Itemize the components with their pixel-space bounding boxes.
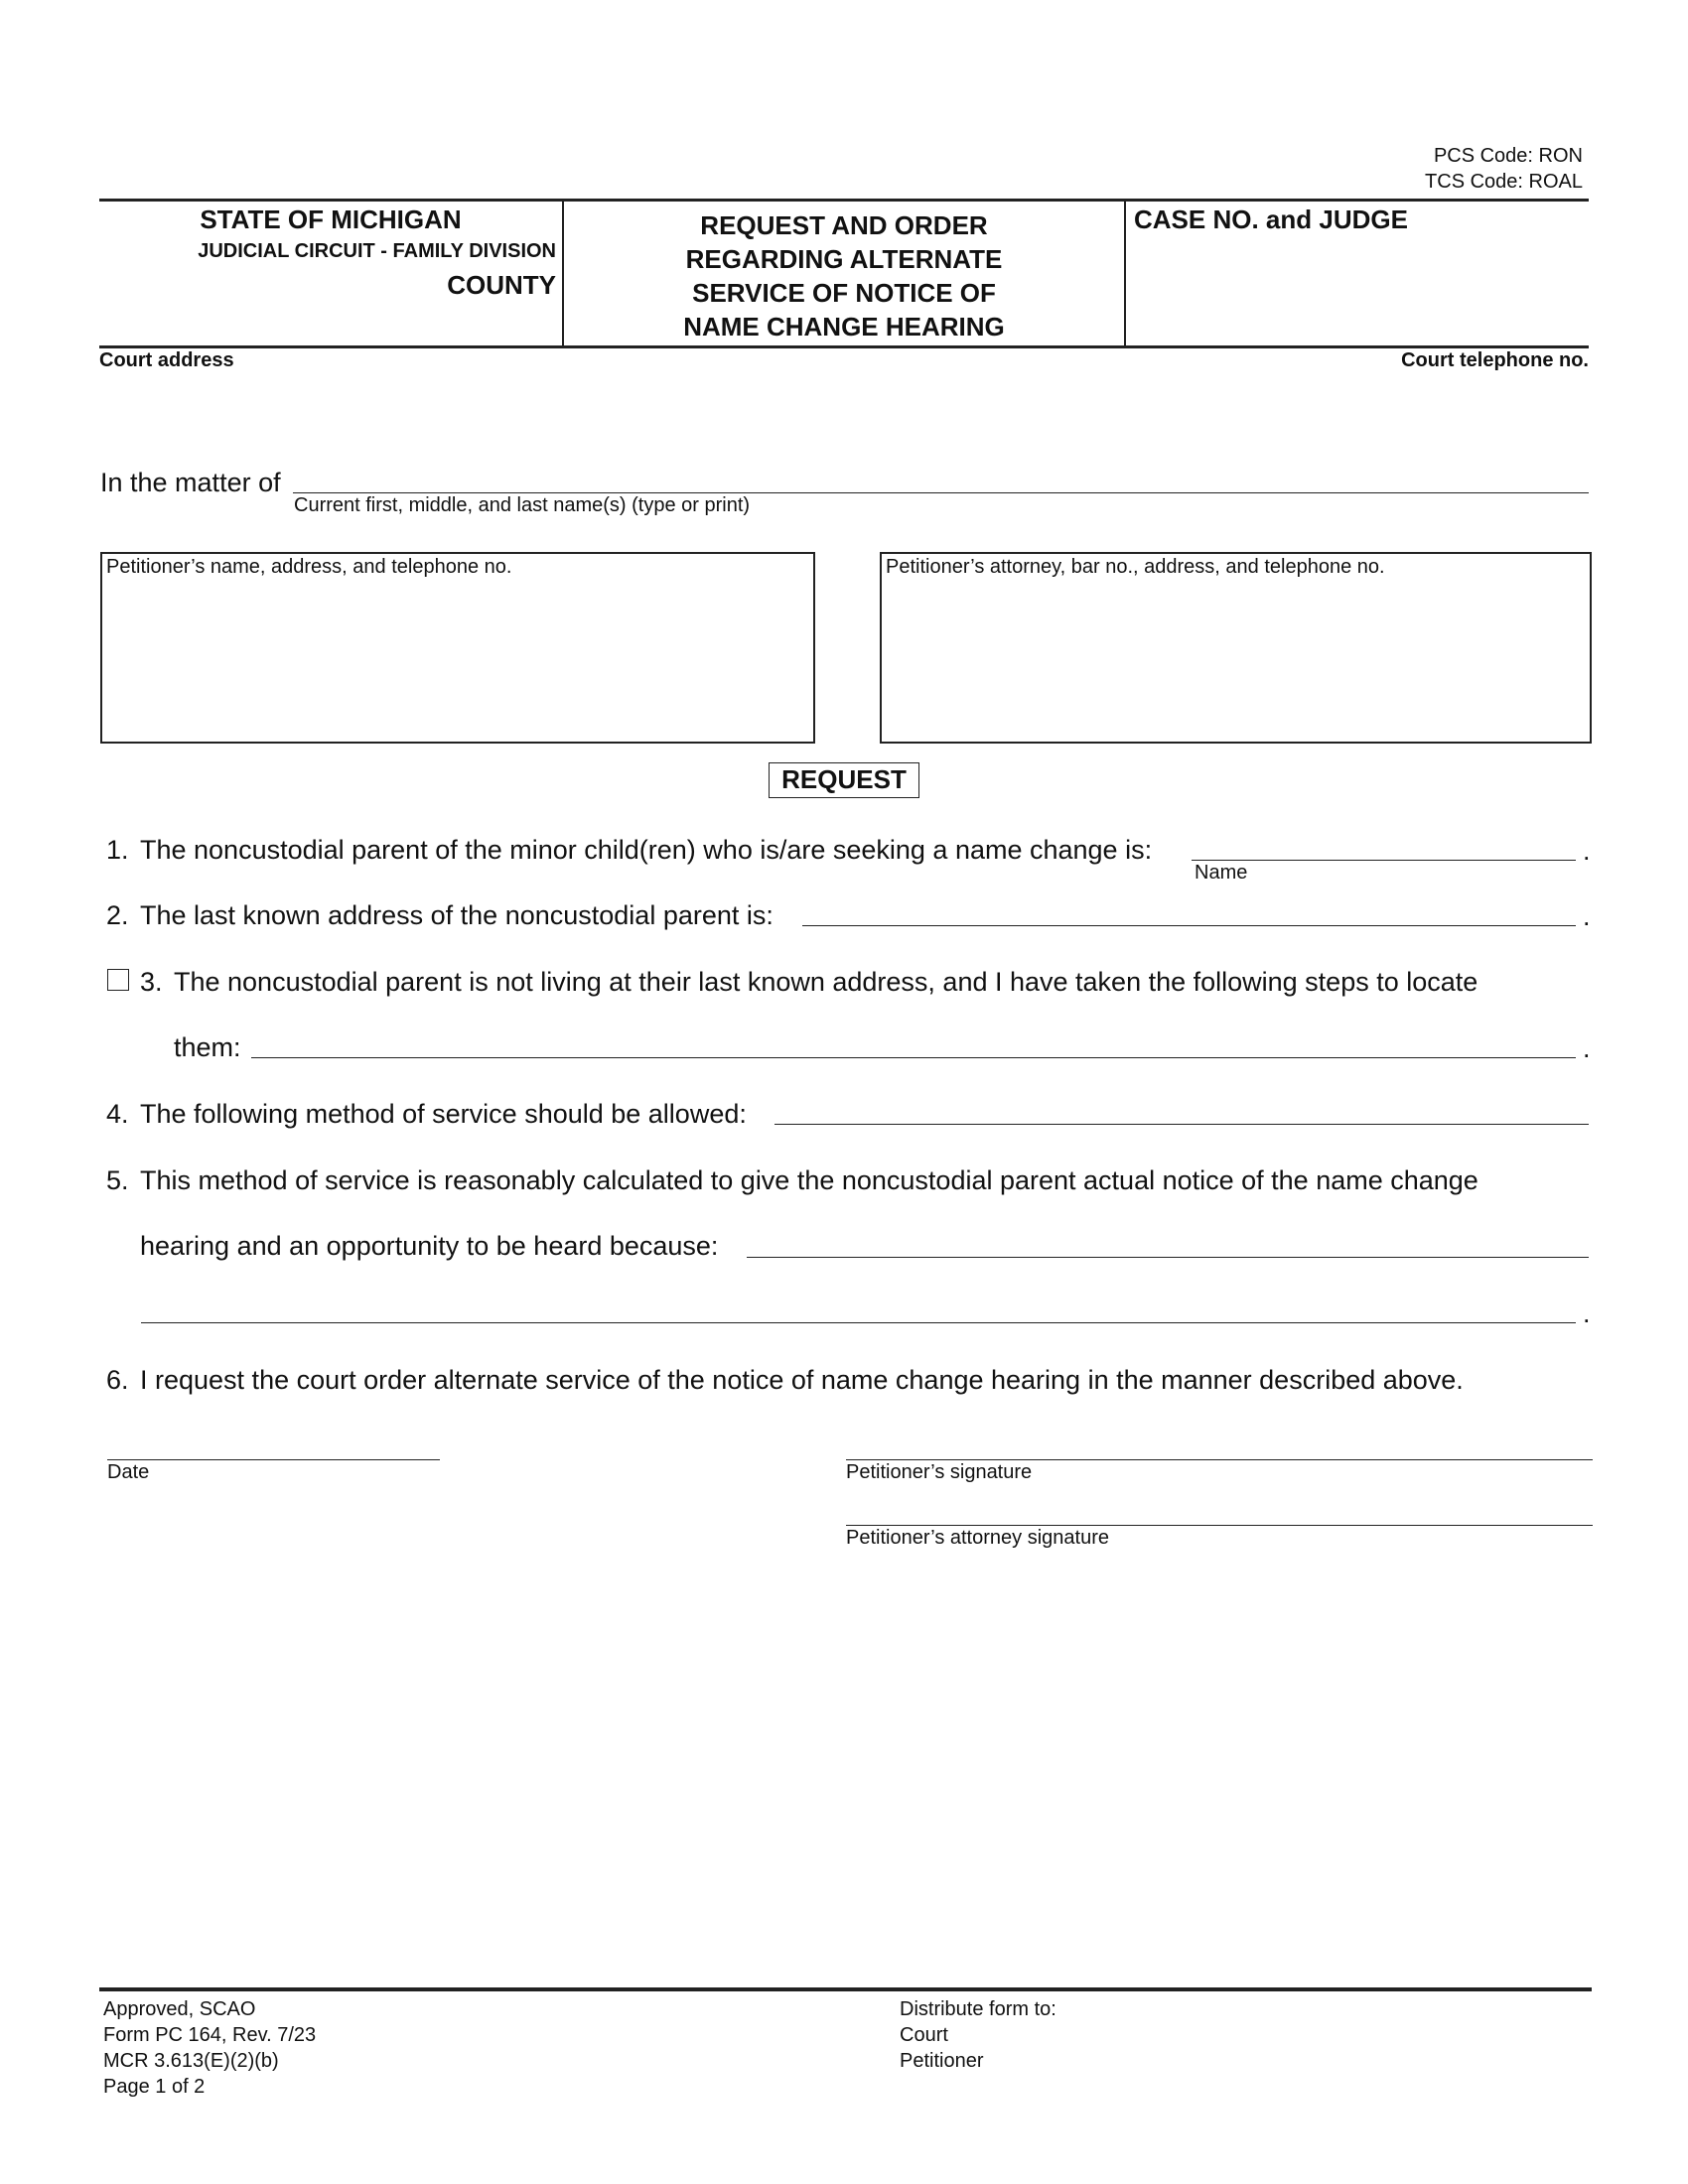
attorney-signature-input[interactable] bbox=[848, 1495, 1591, 1525]
petitioner-signature-input[interactable] bbox=[848, 1430, 1591, 1459]
item-5-number: 5. bbox=[106, 1165, 129, 1195]
date-label: Date bbox=[107, 1461, 150, 1483]
footer-left: Approved, SCAO Form PC 164, Rev. 7/23 MCR 3.613(E)(2)(b) Page 1 of 2 bbox=[103, 1998, 317, 2098]
petitioner-signature-label: Petitioner’s signature bbox=[846, 1461, 1033, 1483]
item-2-number: 2. bbox=[106, 900, 129, 930]
footer-rule bbox=[99, 1987, 1592, 1991]
matter-label: In the matter of bbox=[100, 468, 281, 497]
item-4-text: The following method of service should be allowed: bbox=[140, 1099, 747, 1129]
reason-input-line-1[interactable] bbox=[749, 1227, 1587, 1257]
case-no-label: CASE NO. and JUDGE bbox=[1134, 205, 1408, 234]
item-5-text: This method of service is reasonably calculated to give the noncustodial parent actual notice of the name change bbox=[140, 1165, 1478, 1195]
item-2-period: . bbox=[1583, 901, 1591, 931]
matter-sublabel: Current first, middle, and last name(s) (type or print) bbox=[294, 494, 751, 516]
item-1-text: The noncustodial parent of the minor child(ren) who is/are seeking a name change is: bbox=[140, 835, 1153, 865]
matter-name-input[interactable] bbox=[298, 463, 1579, 492]
form-title: REQUEST AND ORDER REGARDING ALTERNATE SERVICE OF NOTICE OF NAME CHANGE HEARING bbox=[683, 210, 1005, 341]
item-3-checkbox[interactable] bbox=[107, 969, 129, 991]
state-name: STATE OF MICHIGAN bbox=[200, 205, 462, 234]
date-input[interactable] bbox=[109, 1430, 437, 1459]
circuit-label: JUDICIAL CIRCUIT - FAMILY DIVISION bbox=[198, 240, 556, 262]
case-no-input[interactable] bbox=[1134, 248, 1571, 278]
item-3-period: . bbox=[1583, 1033, 1591, 1063]
court-phone-label: Court telephone no. bbox=[1401, 349, 1589, 371]
item-5-period: . bbox=[1583, 1298, 1591, 1328]
court-address-label: Court address bbox=[99, 349, 234, 371]
item-1-period: . bbox=[1583, 836, 1591, 866]
locate-steps-input[interactable] bbox=[253, 1027, 1574, 1057]
attorney-signature-label: Petitioner’s attorney signature bbox=[846, 1527, 1109, 1549]
reason-input-line-2[interactable] bbox=[143, 1293, 1574, 1322]
pcs-code: PCS Code: RON bbox=[1433, 145, 1583, 167]
petitioner-box[interactable] bbox=[100, 552, 815, 744]
item-4-number: 4. bbox=[106, 1099, 129, 1129]
item-5-cont: hearing and an opportunity to be heard because: bbox=[140, 1231, 719, 1261]
last-known-address-input[interactable] bbox=[804, 895, 1574, 925]
item-3-text: The noncustodial parent is not living at their last known address, and I have taken the following steps to locate bbox=[174, 967, 1478, 997]
footer-right: Distribute form to: Court Petitioner bbox=[900, 1998, 1056, 2072]
item-2-text: The last known address of the noncustodial parent is: bbox=[140, 900, 774, 930]
petitioner-box-label: Petitioner’s name, address, and telephone no. bbox=[106, 556, 512, 578]
item-3-number: 3. bbox=[140, 967, 163, 997]
request-heading: REQUEST bbox=[769, 762, 919, 798]
item-6-text: I request the court order alternate service of the notice of name change hearing in the manner described above. bbox=[140, 1365, 1464, 1395]
attorney-box[interactable] bbox=[880, 552, 1592, 744]
item-1-number: 1. bbox=[106, 835, 129, 865]
noncustodial-parent-name-input[interactable] bbox=[1194, 830, 1574, 860]
county-label: COUNTY bbox=[447, 270, 556, 300]
tcs-code: TCS Code: ROAL bbox=[1425, 171, 1583, 193]
service-method-input[interactable] bbox=[776, 1094, 1587, 1124]
item-3-cont: them: bbox=[174, 1032, 241, 1062]
item-1-sublabel: Name bbox=[1195, 862, 1248, 884]
attorney-box-label: Petitioner’s attorney, bar no., address, and telephone no. bbox=[886, 556, 1385, 578]
item-6-number: 6. bbox=[106, 1365, 129, 1395]
header-table bbox=[99, 199, 1589, 347]
